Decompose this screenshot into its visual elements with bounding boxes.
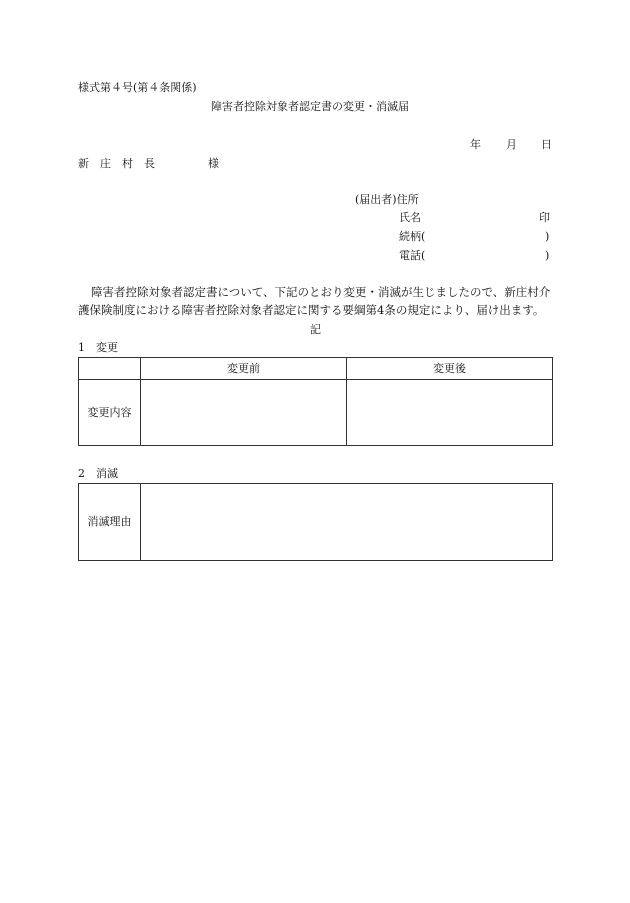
date-day-label: 日 xyxy=(541,138,552,151)
body-text-line-1: 障害者控除対象者認定書について、下記のとおり変更・消滅が生じましたので、新庄村介 xyxy=(91,285,551,299)
section-1-heading: 1 変更 xyxy=(78,341,118,354)
form-number: 様式第４号(第４条関係) xyxy=(78,81,197,94)
change-details-label: 変更内容 xyxy=(79,380,141,446)
cancellation-table xyxy=(78,483,553,561)
cancellation-reason-field[interactable] xyxy=(141,484,553,561)
applicant-name-label: 氏名 xyxy=(399,211,421,224)
body-text-line-2: 護保険制度における障害者控除対象者認定に関する要綱第4条の規定により、届け出ます。 xyxy=(78,303,545,317)
addressee-name: 新 庄 村 長 xyxy=(78,157,155,170)
change-after-field[interactable] xyxy=(347,380,553,446)
document-title: 障害者控除対象者認定書の変更・消滅届 xyxy=(211,100,409,113)
cancellation-reason-label: 消滅理由 xyxy=(79,484,141,561)
date-month-label: 月 xyxy=(506,138,517,151)
change-before-field[interactable] xyxy=(141,380,347,446)
applicant-phone-label: 電話( xyxy=(399,249,426,262)
relation-close-paren: ) xyxy=(545,230,550,243)
change-table-corner xyxy=(79,358,141,380)
change-table xyxy=(78,357,553,446)
ki-label: 記 xyxy=(310,323,321,336)
date-year-label: 年 xyxy=(470,138,481,151)
applicant-relation-label: 続柄( xyxy=(399,230,426,243)
after-column-header: 変更後 xyxy=(347,358,553,380)
before-column-header: 変更前 xyxy=(141,358,347,380)
addressee-honorific: 様 xyxy=(208,157,219,170)
phone-close-paren: ) xyxy=(545,249,550,262)
seal-mark: 印 xyxy=(539,211,550,224)
applicant-address-label: (届出者)住所 xyxy=(355,193,419,206)
section-2-heading: 2 消滅 xyxy=(78,467,118,480)
